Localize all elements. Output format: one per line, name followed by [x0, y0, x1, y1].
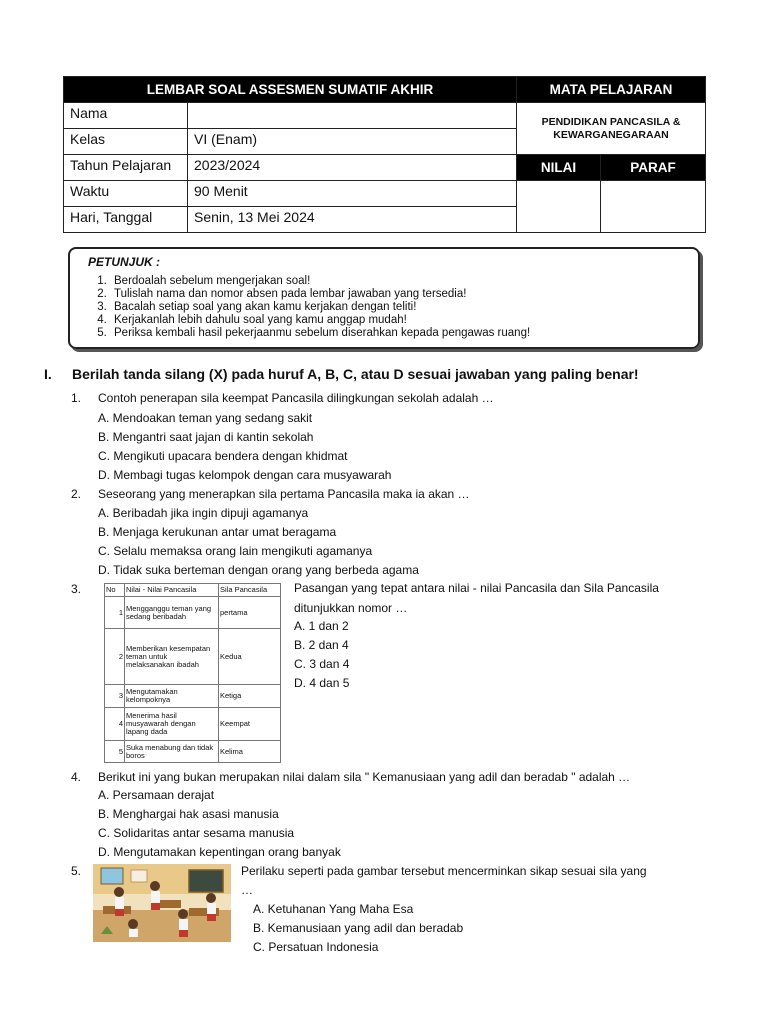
- instruction-item: 2. Tulislah nama dan nomor absen pada lembar jawaban yang tersedia!: [110, 288, 530, 301]
- table-cell-sila: Kelima: [219, 741, 281, 763]
- option-d[interactable]: D. Tidak suka berteman dengan orang yang berbeda agama: [98, 563, 419, 577]
- field-label-hari: Hari, Tanggal: [64, 207, 188, 233]
- option-c[interactable]: C. 3 dan 4: [294, 657, 350, 671]
- instruction-item: 3. Bacalah setiap soal yang akan kamu kerjakan dengan teliti!: [110, 301, 530, 314]
- option-b[interactable]: B. 2 dan 4: [294, 638, 349, 652]
- question-text: Berikut ini yang bukan merupakan nilai dalam sila " Kemanusiaan yang adil dan beradab " adalah …: [98, 770, 631, 784]
- option-a[interactable]: A. 1 dan 2: [294, 619, 349, 633]
- question-number: 5.: [71, 864, 82, 878]
- instructions-list: [88, 275, 530, 340]
- option-c[interactable]: C. Mengikuti upacara bendera dengan khidmat: [98, 449, 348, 463]
- table-cell-nilai: Memberikan kesempatan teman untuk melaksanakan ibadah: [125, 629, 219, 685]
- table-cell-no: 5: [105, 741, 125, 763]
- option-a[interactable]: A. Ketuhanan Yang Maha Esa: [253, 902, 414, 916]
- option-d[interactable]: D. Membagi tugas kelompok dengan cara musyawarah: [98, 468, 392, 482]
- question-text: Seseorang yang menerapkan sila pertama Pancasila maka ia akan …: [98, 487, 470, 501]
- field-label-nama: Nama: [64, 103, 188, 129]
- paraf-header: PARAF: [601, 155, 706, 181]
- option-a[interactable]: A. Persamaan derajat: [98, 788, 215, 802]
- option-a[interactable]: A. Mendoakan teman yang sedang sakit: [98, 411, 313, 425]
- option-b[interactable]: B. Kemanusiaan yang adil dan beradab: [253, 921, 464, 935]
- table-cell-sila: Kedua: [219, 629, 281, 685]
- question-text: Contoh penerapan sila keempat Pancasila dilingkungan sekolah adalah …: [98, 391, 494, 405]
- table-cell-no: 2: [105, 629, 125, 685]
- option-d[interactable]: D. Mengutamakan kepentingan orang banyak: [98, 845, 341, 859]
- pancasila-table: [104, 583, 281, 763]
- table-cell-sila: Keempat: [219, 708, 281, 741]
- field-value-tahun: 2023/2024: [188, 155, 517, 181]
- nilai-header: NILAI: [517, 155, 601, 181]
- sheet-title: LEMBAR SOAL ASSESMEN SUMATIF AKHIR: [64, 77, 517, 103]
- subject-header: MATA PELAJARAN: [517, 77, 706, 103]
- option-b[interactable]: B. Menjaga kerukunan antar umat beragama: [98, 525, 337, 539]
- table-header-no: No: [105, 584, 125, 597]
- table-cell-sila: pertama: [219, 597, 281, 629]
- nilai-box[interactable]: [517, 181, 601, 233]
- section-heading: [44, 366, 639, 382]
- section-number: I.: [44, 366, 52, 382]
- question-number: 1.: [71, 391, 82, 405]
- option-c[interactable]: C. Solidaritas antar sesama manusia: [98, 826, 295, 840]
- field-value-nama[interactable]: [188, 103, 517, 129]
- question-number: 2.: [71, 487, 82, 501]
- option-c[interactable]: C. Persatuan Indonesia: [253, 940, 379, 954]
- option-d[interactable]: D. 4 dan 5: [294, 676, 350, 690]
- table-cell-nilai: Mengutamakan kelompoknya: [125, 685, 219, 708]
- option-a[interactable]: A. Beribadah jika ingin dipuji agamanya: [98, 506, 309, 520]
- header-table: [63, 76, 706, 233]
- table-cell-nilai: Menerima hasil musyawarah dengan lapang dada: [125, 708, 219, 741]
- option-b[interactable]: B. Menghargai hak asasi manusia: [98, 807, 279, 821]
- classroom-illustration: [93, 864, 231, 942]
- instruction-item: 5. Periksa kembali hasil pekerjaanmu sebelum diserahkan kepada pengawas ruang!: [110, 327, 530, 340]
- subject-value: PENDIDIKAN PANCASILA & KEWARGANEGARAAN: [517, 103, 706, 155]
- paraf-box[interactable]: [601, 181, 706, 233]
- table-cell-nilai: Suka menabung dan tidak boros: [125, 741, 219, 763]
- question-text: Perilaku seperti pada gambar tersebut mencerminkan sikap sesuai sila yang: [241, 864, 647, 878]
- option-b[interactable]: B. Mengantri saat jajan di kantin sekolah: [98, 430, 314, 444]
- field-value-waktu: 90 Menit: [188, 181, 517, 207]
- question-text: …: [241, 883, 253, 897]
- question-text: ditunjukkan nomor …: [294, 601, 408, 615]
- field-label-waktu: Waktu: [64, 181, 188, 207]
- table-cell-sila: Ketiga: [219, 685, 281, 708]
- instructions-box: [68, 247, 700, 349]
- field-label-kelas: Kelas: [64, 129, 188, 155]
- option-c[interactable]: C. Selalu memaksa orang lain mengikuti agamanya: [98, 544, 373, 558]
- instruction-item: 4. Kerjakanlah lebih dahulu soal yang kamu anggap mudah!: [110, 314, 530, 327]
- field-label-tahun: Tahun Pelajaran: [64, 155, 188, 181]
- table-header-sila: Sila Pancasila: [219, 584, 281, 597]
- table-cell-nilai: Mengganggu teman yang sedang beribadah: [125, 597, 219, 629]
- question-text: Pasangan yang tepat antara nilai - nilai Pancasila dan Sila Pancasila: [294, 581, 659, 595]
- table-header-nilai: Nilai - Nilai Pancasila: [125, 584, 219, 597]
- table-cell-no: 3: [105, 685, 125, 708]
- section-title: Berilah tanda silang (X) pada huruf A, B, C, atau D sesuai jawaban yang paling benar!: [72, 366, 639, 382]
- field-value-hari: Senin, 13 Mei 2024: [188, 207, 517, 233]
- question-number: 3.: [71, 582, 82, 596]
- table-cell-no: 4: [105, 708, 125, 741]
- instructions-title: PETUNJUK :: [88, 255, 161, 269]
- instruction-item: 1. Berdoalah sebelum mengerjakan soal!: [110, 275, 530, 288]
- question-number: 4.: [71, 770, 82, 784]
- field-value-kelas: VI (Enam): [188, 129, 517, 155]
- table-cell-no: 1: [105, 597, 125, 629]
